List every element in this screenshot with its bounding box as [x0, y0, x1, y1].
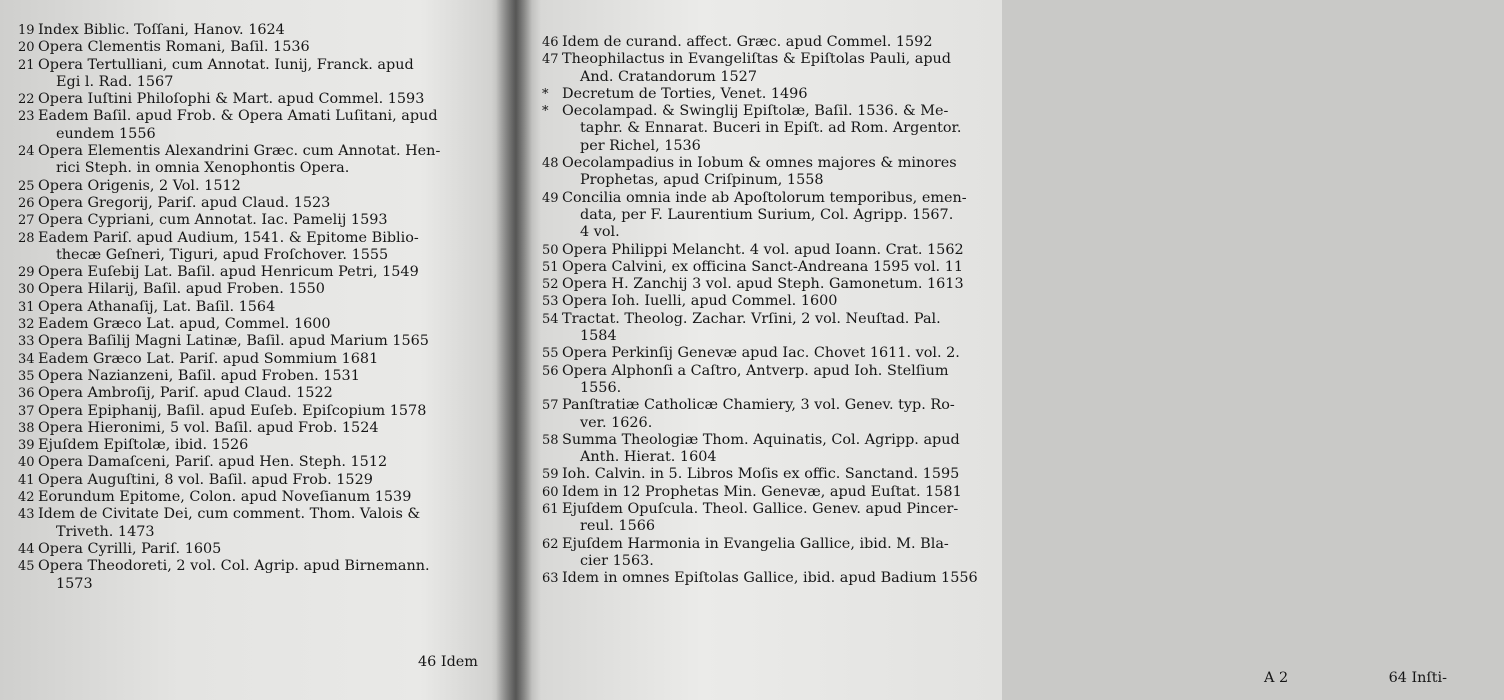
catalog-entry [18, 230, 500, 265]
entry-text: Theophilactus in Evangeliſtas & Epiſtolas Pauli, apud [562, 51, 952, 68]
entry-text-continued: Anth. Hierat. 1604 [580, 449, 717, 466]
entry-text-continued: per Richel, 1536 [580, 137, 701, 154]
catalog-entry [18, 195, 500, 212]
entry-text-continued: eundem 1556 [56, 125, 156, 142]
entry-text-continued: data, per F. Laurentium Surium, Col. Agripp. 1567. [580, 206, 954, 223]
catalog-entry [18, 420, 500, 437]
entry-number: 36 [18, 386, 35, 402]
catalog-entry [542, 190, 1002, 242]
catalog-entry [18, 299, 500, 316]
catalog-entry [542, 311, 1002, 346]
catalog-entry [18, 454, 500, 471]
entry-number: 39 [18, 438, 35, 454]
entry-number: 50 [542, 242, 559, 258]
entry-number: 63 [542, 571, 559, 587]
entry-number: 52 [542, 277, 559, 293]
catalog-entry [18, 541, 500, 558]
entry-text: Ioh. Calvin. in 5. Libros Moſis ex offic. Sanctand. 1595 [562, 466, 960, 483]
signature-mark: A 2 [1264, 670, 1289, 686]
entry-text: Opera Alphonſi a Caſtro, Antverp. apud Ioh. Stelſium [562, 362, 949, 379]
entry-text: Summa Theologiæ Thom. Aquinatis, Col. Agripp. apud [562, 431, 960, 448]
entry-text: Decretum de Torties, Venet. 1496 [562, 85, 808, 102]
catalog-entry [542, 345, 1002, 362]
entry-number: 46 [542, 35, 559, 50]
entry-text: Opera Cypriani, cum Annotat. Iac. Pamelij 1593 [38, 212, 388, 229]
catalog-entry [18, 506, 500, 541]
catalog-entry [18, 489, 500, 506]
catalog-entry [542, 86, 1002, 103]
entry-text: Ejuſdem Harmonia in Evangelia Gallice, ibid. M. Bla- [562, 535, 949, 552]
catalog-entry [18, 351, 500, 368]
catalog-entry [542, 51, 1002, 86]
entry-text-continued: 1556. [580, 379, 622, 396]
entry-text: Opera Euſebij Lat. Baſil. apud Henricum Petri, 1549 [38, 264, 419, 281]
entry-text: Eorundum Epitome, Colon. apud Noveſianum 1539 [38, 489, 412, 506]
entry-number: 28 [18, 230, 35, 246]
entry-number: 57 [542, 398, 559, 414]
entry-number: 53 [542, 294, 559, 310]
catalog-entry [18, 91, 500, 108]
entry-text-continued: Egi l. Rad. 1567 [56, 73, 174, 90]
entry-text: Opera Athanaſij, Lat. Baſil. 1564 [38, 298, 276, 315]
entry-number: 40 [18, 455, 35, 471]
catalog-entry [18, 212, 500, 229]
entry-number: 51 [542, 259, 559, 275]
entry-number: 21 [18, 57, 35, 73]
catalog-entry [18, 333, 500, 350]
entry-text-continued: ver. 1626. [580, 414, 653, 431]
entry-text: Eadem Græco Lat. Pariſ. apud Sommium 1681 [38, 350, 379, 367]
catalog-entry [18, 178, 500, 195]
catalog-entry [542, 34, 1002, 51]
entry-text-continued: rici Steph. in omnia Xenophontis Opera. [56, 160, 350, 177]
entry-text: Idem in 12 Prophetas Min. Genevæ, apud Euſtat. 1581 [562, 483, 962, 500]
entry-number: 48 [542, 156, 559, 172]
entry-number: 44 [18, 541, 35, 557]
entry-text-continued: taphr. & Ennarat. Buceri in Epiſt. ad Rom. Argentor. [580, 120, 962, 137]
catalog-entry [542, 570, 1002, 587]
entry-text-continued: 1584 [580, 328, 617, 345]
entry-text-continued: Prophetas, apud Criſpinum, 1558 [580, 172, 824, 189]
entry-number: 47 [542, 52, 559, 68]
entry-number: 60 [542, 484, 559, 500]
entry-number: 35 [18, 368, 35, 384]
right-page [528, 0, 1447, 700]
entry-text: Opera Hieronimi, 5 vol. Baſil. apud Frob. 1524 [38, 419, 379, 436]
entry-number: * [542, 104, 549, 120]
entry-text: Opera Gregorij, Pariſ. apud Claud. 1523 [38, 194, 331, 211]
entry-number: 43 [18, 507, 35, 523]
entry-number: 33 [18, 334, 35, 350]
entry-number: 23 [18, 109, 35, 125]
catalog-entry [542, 432, 1002, 467]
book-gutter [496, 0, 532, 700]
entry-text: Opera H. Zanchij 3 vol. apud Steph. Gamonetum. 1613 [562, 276, 964, 293]
entry-text: Ejuſdem Epiſtolæ, ibid. 1526 [38, 437, 249, 454]
entry-text: Opera Theodoreti, 2 vol. Col. Agrip. apud Birnemann. [38, 558, 430, 575]
right-entry-list [528, 0, 1002, 588]
entry-number: 34 [18, 351, 35, 367]
catalog-entry [18, 368, 500, 385]
entry-text-continued: Triveth. 1473 [56, 523, 155, 540]
catalog-entry [18, 403, 500, 420]
entry-text: Index Biblic. Toſſani, Hanov. 1624 [38, 22, 285, 38]
left-entry-list [0, 0, 500, 593]
catalog-entry [18, 437, 500, 454]
catalog-entry [18, 57, 500, 92]
catalog-entry [18, 143, 500, 178]
entry-number: * [542, 86, 549, 102]
entry-number: 20 [18, 40, 35, 56]
catalog-entry [542, 259, 1002, 276]
catalog-entry [542, 242, 1002, 259]
entry-text: Opera Origenis, 2 Vol. 1512 [38, 177, 241, 194]
entry-text: Opera Auguſtini, 8 vol. Baſil. apud Frob. 1529 [38, 471, 373, 488]
entry-text: Oecolampad. & Swinglij Epiſtolæ, Baſil. 1536. & Me- [562, 103, 949, 120]
entry-text: Idem de curand. affect. Græc. apud Commel. 1592 [562, 34, 933, 50]
entry-text: Oecolampadius in Iobum & omnes majores & minores [562, 155, 957, 172]
entry-text: Opera Nazianzeni, Baſil. apud Froben. 1531 [38, 367, 360, 384]
entry-number: 61 [542, 502, 559, 518]
entry-number: 32 [18, 317, 35, 333]
entry-text: Opera Damaſceni, Pariſ. apud Hen. Steph. 1512 [38, 454, 388, 471]
entry-number: 41 [18, 472, 35, 488]
entry-text-continued: thecæ Geſneri, Tiguri, apud Froſchover. 1555 [56, 246, 389, 263]
entry-number: 19 [18, 23, 35, 38]
entry-text: Ejuſdem Opuſcula. Theol. Gallice. Genev. apud Pincer- [562, 501, 959, 518]
entry-text: Opera Cyrilli, Pariſ. 1605 [38, 540, 222, 557]
entry-text: Opera Clementis Romani, Baſil. 1536 [38, 39, 310, 56]
entry-text: Panſtratiæ Catholicæ Chamiery, 3 vol. Genev. typ. Ro- [562, 397, 955, 414]
entry-text: Opera Tertulliani, cum Annotat. Iunij, Franck. apud [38, 56, 414, 73]
catalog-entry [18, 316, 500, 333]
entry-number: 42 [18, 490, 35, 506]
catalog-entry [542, 155, 1002, 190]
entry-text-continued: And. Cratandorum 1527 [580, 68, 757, 85]
entry-number: 58 [542, 432, 559, 448]
catalog-entry [18, 558, 500, 593]
entry-text: Idem in omnes Epiſtolas Gallice, ibid. apud Badium 1556 [562, 570, 978, 587]
entry-text: Eadem Græco Lat. apud, Commel. 1600 [38, 316, 331, 333]
catalog-entry [542, 293, 1002, 310]
catalog-entry [18, 472, 500, 489]
entry-text: Opera Ioh. Iuelli, apud Commel. 1600 [562, 293, 838, 310]
entry-text: Opera Epiphanij, Baſil. apud Euſeb. Epiſcopium 1578 [38, 402, 427, 419]
entry-text-continued: 4 vol. [580, 224, 620, 241]
entry-number: 55 [542, 346, 559, 362]
entry-text: Opera Calvini, ex officina Sanct-Andreana 1595 vol. 11 [562, 258, 964, 275]
entry-text: Eadem Baſil. apud Frob. & Opera Amati Luſitani, apud [38, 108, 438, 125]
entry-text: Idem de Civitate Dei, cum comment. Thom. Valois & [38, 506, 421, 523]
catalog-entry [18, 385, 500, 402]
entry-number: 38 [18, 420, 35, 436]
entry-number: 30 [18, 282, 35, 298]
entry-number: 56 [542, 363, 559, 379]
entry-number: 54 [542, 311, 559, 327]
left-catchword: 46 Idem [418, 654, 478, 670]
catalog-entry [18, 281, 500, 298]
entry-number: 24 [18, 144, 35, 160]
entry-text: Opera Baſilij Magni Latinæ, Baſil. apud Marium 1565 [38, 333, 429, 350]
catalog-entry [18, 264, 500, 281]
entry-number: 37 [18, 403, 35, 419]
catalog-entry [18, 39, 500, 56]
catalog-entry [542, 363, 1002, 398]
catalog-entry [542, 276, 1002, 293]
entry-text-continued: cier 1563. [580, 552, 654, 569]
entry-number: 62 [542, 536, 559, 552]
catalog-entry [542, 466, 1002, 483]
entry-number: 31 [18, 299, 35, 315]
catalog-entry [542, 103, 1002, 155]
entry-number: 25 [18, 178, 35, 194]
entry-text: Tractat. Theolog. Zachar. Vrſini, 2 vol. Neuſtad. Pal. [562, 310, 941, 327]
entry-text: Eadem Pariſ. apud Audium, 1541. & Epitome Biblio- [38, 229, 419, 246]
entry-text: Opera Hilarij, Baſil. apud Froben. 1550 [38, 281, 325, 298]
entry-number: 22 [18, 92, 35, 108]
right-footer [1264, 670, 1504, 687]
catalog-entry [18, 108, 500, 143]
entry-number: 45 [18, 559, 35, 575]
entry-number: 27 [18, 213, 35, 229]
entry-number: 59 [542, 467, 559, 483]
entry-text: Opera Iuſtini Philoſophi & Mart. apud Commel. 1593 [38, 91, 425, 108]
catalog-entry [18, 22, 500, 39]
entry-text: Opera Philippi Melancht. 4 vol. apud Ioann. Crat. 1562 [562, 241, 964, 258]
right-catchword: 64 Inſti- [1388, 670, 1447, 686]
entry-number: 49 [542, 190, 559, 206]
catalog-entry [542, 484, 1002, 501]
entry-text: Opera Ambroſij, Pariſ. apud Claud. 1522 [38, 385, 333, 402]
left-page [0, 0, 500, 700]
entry-text: Concilia omnia inde ab Apoſtolorum temporibus, emen- [562, 189, 967, 206]
entry-text-continued: 1573 [56, 575, 93, 592]
catalog-entry [542, 501, 1002, 536]
entry-text: Opera Perkinſij Genevæ apud Iac. Chovet 1611. vol. 2. [562, 345, 960, 362]
catalog-entry [542, 536, 1002, 571]
entry-number: 29 [18, 265, 35, 281]
entry-text-continued: reul. 1566 [580, 518, 656, 535]
entry-number: 26 [18, 195, 35, 211]
catalog-entry [542, 397, 1002, 432]
entry-text: Opera Elementis Alexandrini Græc. cum Annotat. Hen- [38, 143, 441, 160]
